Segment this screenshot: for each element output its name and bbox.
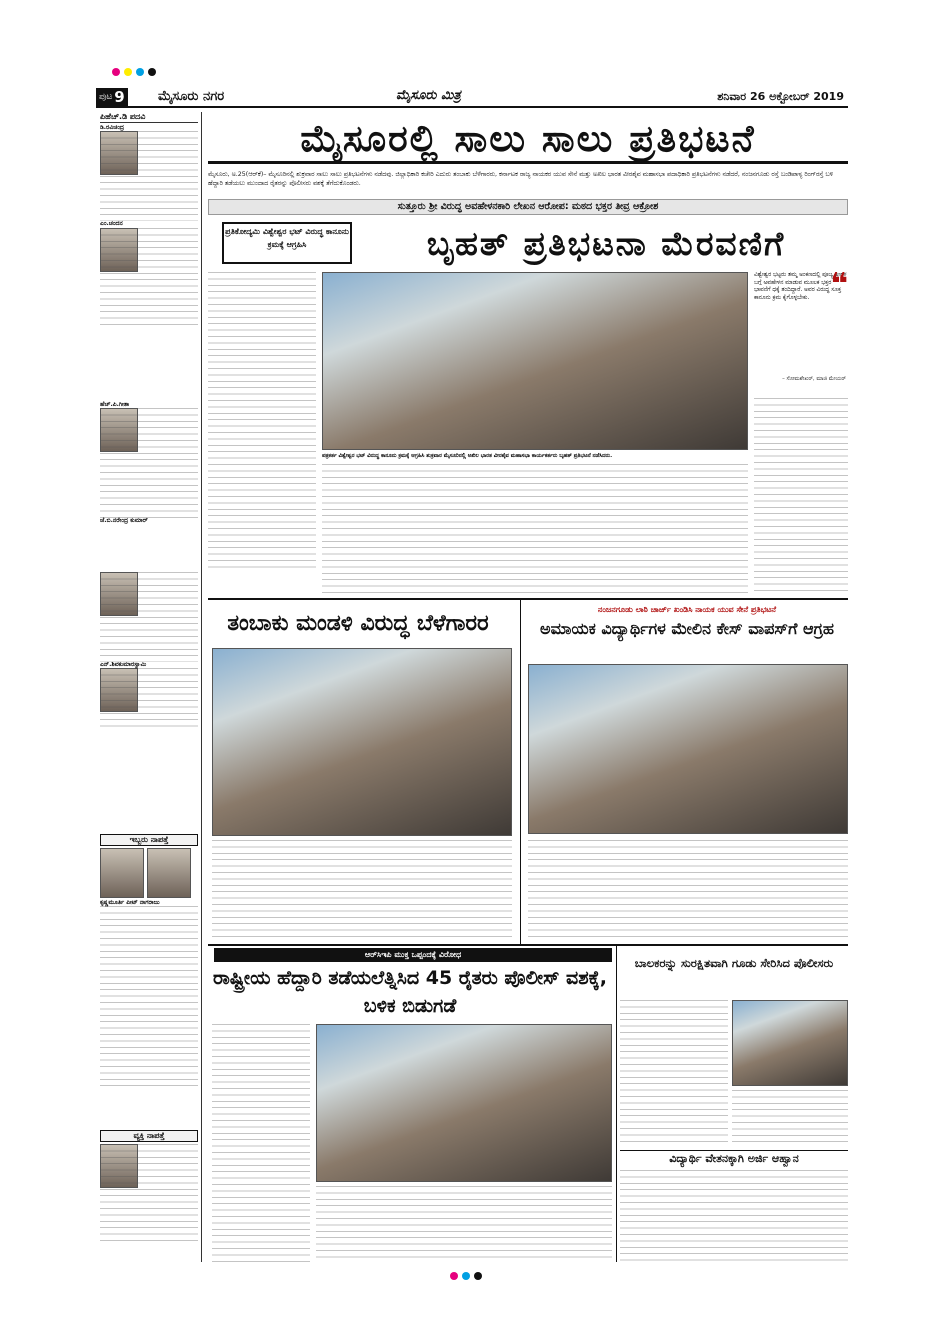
pull-quote: [754, 267, 848, 394]
rcep-kicker: ಆರ್‌ಸಿಇಪಿ ಮುಕ್ತ ಒಪ್ಪಂದಕ್ಕೆ ವಿರೋಧ: [214, 948, 612, 962]
phd-block: [100, 112, 198, 342]
section-title: ಮೈಸೂರು ನಗರ: [158, 89, 225, 104]
person-missing-block: [100, 1130, 198, 1260]
phd-name-3: ಹೆಚ್.ಪಿ.ಗೀತಾ: [100, 401, 130, 408]
article-columns: [322, 464, 748, 594]
phd-heading: ಪಿಹೆಚ್.ಡಿ ಪದವಿ: [100, 112, 198, 123]
main-headline: ಮೈಸೂರಲ್ಲಿ ಸಾಲು ಸಾಲು ಪ್ರತಿಭಟನೆ: [208, 114, 848, 164]
missing-block: [100, 834, 198, 1124]
quote-text: ವಿಶ್ವೇಶ್ವರ ಭಟ್ಟರು ತಮ್ಮ ಅಂಕಣದಲ್ಲಿ ಪೂಜ್ಯ ಶ್ರೀಗಳ ಬಗ್ಗೆ ಅವಹೇಳನ ಮಾಡುವ ಮೂಲಕ ಭಕ್ತರ ಭಾವನೆಗೆ ಧಕ್ಕೆ ತಂದಿದ್ದಾರೆ. ಅವರ ವಿರುದ್ಧ ಸೂಕ್ತ ಕಾನೂನು ಕ್ರಮ ಕೈಗೊಳ್ಳಬೇಕು.: [754, 272, 847, 301]
divider: [520, 600, 521, 946]
person-missing-text: [100, 1144, 198, 1244]
page-header: [96, 86, 848, 108]
person-missing-heading: ವ್ಯಕ್ತಿ ನಾಪತ್ತೆ: [100, 1130, 198, 1142]
rcep-photo: [316, 1024, 612, 1182]
rcep-text-2: [316, 1186, 612, 1262]
phd-name-4: ಜೆ.ಬಿ.ನರೇಂದ್ರ ಕುಮಾರ್: [100, 517, 148, 525]
boy-photo: [732, 1000, 848, 1086]
scholarship-headline: ವಿದ್ಯಾರ್ಥಿ ವೇತನಕ್ಕಾಗಿ ಅರ್ಜಿ ಆಹ್ವಾನ: [620, 1150, 848, 1166]
divider: [208, 598, 848, 600]
registration-mark: [474, 1272, 482, 1280]
rcep-text: [212, 1024, 310, 1262]
phd-text-4: [100, 572, 198, 662]
phd-text-5: [100, 668, 198, 728]
phd-name-1: ಡಿ.ರವಿಚಂದ್ರ: [100, 124, 124, 131]
boy-text: [620, 1000, 728, 1146]
page-number: 9: [114, 88, 125, 106]
missing-text: [100, 906, 198, 1086]
lede-text: ಮೈಸೂರು, ಅ.25(ಆರ್‌ಕೆ)– ಮೈಸೂರಿನಲ್ಲಿ ಶುಕ್ರವಾರ ಸಾಲು ಸಾಲು ಪ್ರತಿಭಟನೆಗಳು ನಡೆದವು. ಜಿಲ್ಲಾಧಿಕಾರಿ ಕಚೇರಿ ಎದುರು ತಂಬಾಕು ಬೆಳೆಗಾರರು, ಕರ್ನಾಟಕ ರಾಜ್ಯ ನಾಯಕರ ಯುವ ಸೇನೆ ಮತ್ತು ಅಖಿಲ ಭಾರತ ವೀರಶೈವ ಮಹಾಸಭಾ ಪದಾಧಿಕಾರಿ ಪ್ರತಿಭಟನೆಗಳು ನಡೆದರೆ, ನಂಜನಗೂಡು ರಸ್ತೆ ಬಂಡಿಪಾಳ್ಯ ರಿಂಗ್‌ರಸ್ತೆ ಬಳಿ ಹೆದ್ದಾರಿ ತಡೆಯಲು ಮುಂದಾದ ರೈತರನ್ನು ಪೊಲೀಸರು ವಶಕ್ಕೆ ತೆಗೆದುಕೊಂಡರು.: [208, 171, 834, 187]
portrait-photo: [147, 848, 191, 898]
missing-heading: ಇಬ್ಬರು ನಾಪತ್ತೆ: [100, 834, 198, 846]
tobacco-photo: [212, 648, 512, 836]
issue-date: ಶನಿವಾರ 26 ಅಕ್ಟೋಬರ್ 2019: [717, 90, 844, 103]
registration-mark: [462, 1272, 470, 1280]
phd-block-2: [100, 402, 198, 562]
students-headline: ಅಮಾಯಕ ವಿದ್ಯಾರ್ಥಿಗಳ ಮೇಲಿನ ಕೇಸ್ ವಾಪಸ್‌ಗೆ ಆಗ್ರಹ: [540, 619, 834, 638]
students-text: [528, 840, 848, 942]
rcep-headline: ರಾಷ್ಟ್ರೀಯ ಹೆದ್ದಾರಿ ತಡೆಯಲೆತ್ನಿಸಿದ 45 ರೈತರು ಪೊಲೀಸ್ ವಶಕ್ಕೆ, ಬಳಿಕ ಬಿಡುಗಡೆ: [213, 967, 607, 1017]
registration-mark: [112, 68, 120, 76]
phd-text-1: [100, 131, 198, 221]
quote-mark-icon: ❝: [830, 267, 848, 302]
divider: [616, 946, 617, 1262]
paper-name: ಮೈಸೂರು ಮಿತ್ರ: [396, 88, 461, 103]
left-column: [96, 112, 202, 1262]
tobacco-headline: ತಂಬಾಕು ಮಂಡಳಿ ವಿರುದ್ಧ ಬೆಳೆಗಾರರ: [227, 611, 489, 636]
registration-mark: [450, 1272, 458, 1280]
newspaper-page: [96, 86, 848, 1266]
article-column: [208, 272, 316, 572]
tobacco-text: [212, 840, 512, 942]
phd-name-2: ಎಂ.ಚಂದನ: [100, 220, 123, 228]
page-label: ಪುಟ: [99, 92, 113, 102]
divider: [208, 944, 848, 946]
portrait-photo: [100, 848, 144, 898]
quote-author: – ಸೋಮಶೇಖರ್, ಮಾಜಿ ಮೇಯರ್: [782, 376, 846, 382]
kicker-box: ಪ್ರತಿಕೋದ್ಯಮಿ ವಿಶ್ವೇಶ್ವರ ಭಟ್ ವಿರುದ್ಧ ಕಾನೂನು ಕ್ರಮಕ್ಕೆ ಆಗ್ರಹಿಸಿ: [222, 222, 352, 264]
students-photo: [528, 664, 848, 834]
strap-line: ಸುತ್ತೂರು ಶ್ರೀ ವಿರುದ್ಧ ಅವಹೇಳನಕಾರಿ ಲೇಖನ ಆರೋಪ: ಮಠದ ಭಕ್ತರ ತೀವ್ರ ಆಕ್ರೋಶ: [208, 199, 848, 215]
phd-text-3: [100, 408, 198, 518]
phd-text-2: [100, 228, 198, 328]
sub-headline: ಬೃಹತ್ ಪ್ರತಿಭಟನಾ ಮೆರವಣಿಗೆ: [426, 224, 786, 263]
missing-names: ಕೃಷ್ಣಮೂರ್ತಿ ಪೀಟ್ ನಾಗರಾಜು: [100, 899, 160, 906]
article-column: [754, 398, 848, 594]
page-number-badge: [96, 88, 128, 106]
boy-headline: ಬಾಲಕರನ್ನು ಸುರಕ್ಷಿತವಾಗಿ ಗೂಡು ಸೇರಿಸಿದ ಪೊಲೀಸರು: [634, 956, 834, 970]
rally-photo: [322, 272, 748, 450]
students-kicker: ನಂಜನಗೂಡು ಲಾಠಿ ಚಾರ್ಜ್ ಖಂಡಿಸಿ ನಾಯಕ ಯುವ ಸೇನೆ ಪ್ರತಿಭಟನೆ: [597, 605, 777, 614]
photo-caption: ಪತ್ರಕರ್ತ ವಿಶ್ವೇಶ್ವರ ಭಟ್ ವಿರುದ್ಧ ಕಾನೂನು ಕ್ರಮಕ್ಕೆ ಆಗ್ರಹಿಸಿ ಶುಕ್ರವಾರ ಮೈಸೂರಿನಲ್ಲಿ ಅಖಿಲ ಭಾರತ ವೀರಶೈವ ಮಹಾಸಭಾ ಕಾರ್ಯಕರ್ತರು ಬೃಹತ್ ಪ್ರತಿಭಟನೆ ನಡೆಸಿದರು.: [322, 453, 613, 459]
registration-mark: [124, 68, 132, 76]
phd-name-5: ಎನ್.ಶಿವಕುಮಾರಸ್ವಾಮಿ: [100, 661, 147, 668]
scholarship-text: [620, 1170, 848, 1262]
boy-text-2: [732, 1090, 848, 1146]
registration-mark: [136, 68, 144, 76]
phd-block-3: [100, 572, 198, 712]
registration-mark: [148, 68, 156, 76]
